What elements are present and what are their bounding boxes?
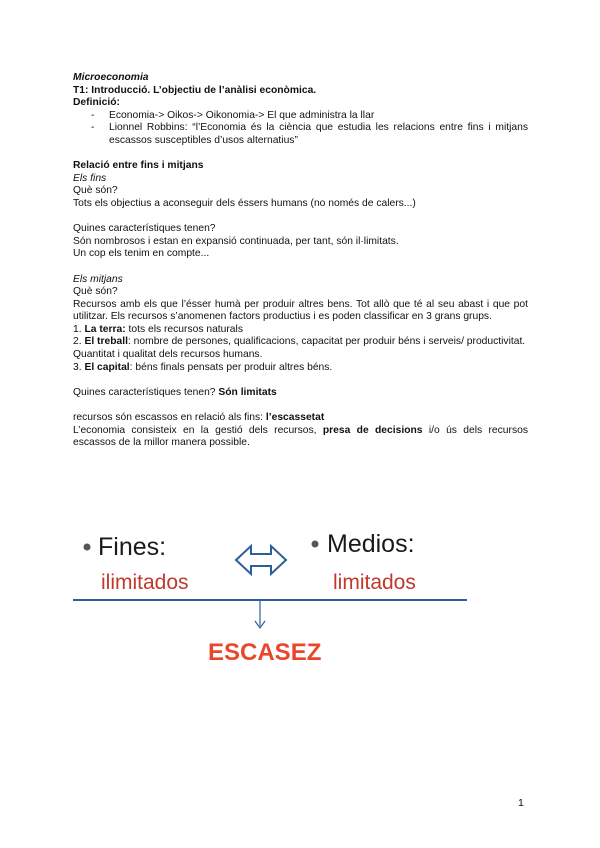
bullet-dot: [312, 541, 319, 548]
fines-subtitle: ilimitados: [101, 571, 189, 594]
relation-heading: Relació entre fins i mitjans: [73, 160, 204, 172]
doc-title: Microeconomia: [73, 72, 149, 83]
definition-item: - Lionnel Robbins: “l’Economia és la ciència que estudia les relacions entre fins i mitjans escassos susceptibles d’usos alternatius”: [91, 122, 528, 147]
double-arrow-icon: [236, 546, 286, 574]
factor-item: 3. El capital: béns finals pensats per produir altres béns.: [73, 361, 333, 373]
factor-item: 2. El treball: nombre de persones, qualificacions, capacitat per produir béns i serveis/ productivitat. Quantitat i qualitat dels recursos humans.: [73, 336, 526, 361]
fins-question-2: Quines característiques tenen?: [73, 223, 216, 235]
fins-answer-2a: Són nombrosos i estan en expansió continuada, per tant, són il·limitats.: [73, 235, 399, 247]
mitjans-question-1: Què són?: [73, 286, 118, 298]
document-body: [73, 72, 528, 450]
fines-title: Fines:: [98, 533, 167, 561]
topic-heading: T1: Introducció. L’objectiu de l’anàlisi econòmica.: [73, 84, 317, 96]
mitjans-answer-1: Recursos amb els que l’ésser humà per produir altres bens. Tot allò que té al seu abast i que pot utilitzar. Els recursos s’anomenen factors productius i es poden classificar en 3 grans grups.: [73, 298, 528, 323]
scarcity-diagram: [73, 528, 473, 668]
scarcity-line-2: L’economia consisteix en la gestió dels recursos, presa de decisions i/o ús dels recursos escassos de la millor manera possible.: [73, 424, 528, 449]
definition-list: [73, 110, 528, 148]
fins-question-1: Què són?: [73, 185, 118, 197]
mitjans-heading: Els mitjans: [73, 273, 123, 285]
mitjans-question-2: Quines característiques tenen? Són limitats: [73, 386, 277, 398]
fins-answer-2b: Un cop els tenim en compte...: [73, 248, 210, 260]
fins-heading: Els fins: [73, 172, 107, 184]
medios-title: Medios:: [327, 530, 415, 558]
escasez-label: ESCASEZ: [208, 639, 322, 666]
definition-heading: Definició:: [73, 97, 120, 109]
medios-subtitle: limitados: [333, 571, 416, 594]
page-number: 1: [518, 797, 524, 809]
definition-item: - Economia-> Oikos-> Oikonomia-> El que administra la llar: [91, 110, 528, 123]
factor-item: 1. La terra: tots els recursos naturals: [73, 323, 243, 335]
scarcity-line-1: recursos són escassos en relació als fins: l’escassetat: [73, 412, 325, 424]
bullet-dot: [84, 544, 91, 551]
fins-answer-1: Tots els objectius a aconseguir dels éssers humans (no només de calers...): [73, 197, 416, 209]
